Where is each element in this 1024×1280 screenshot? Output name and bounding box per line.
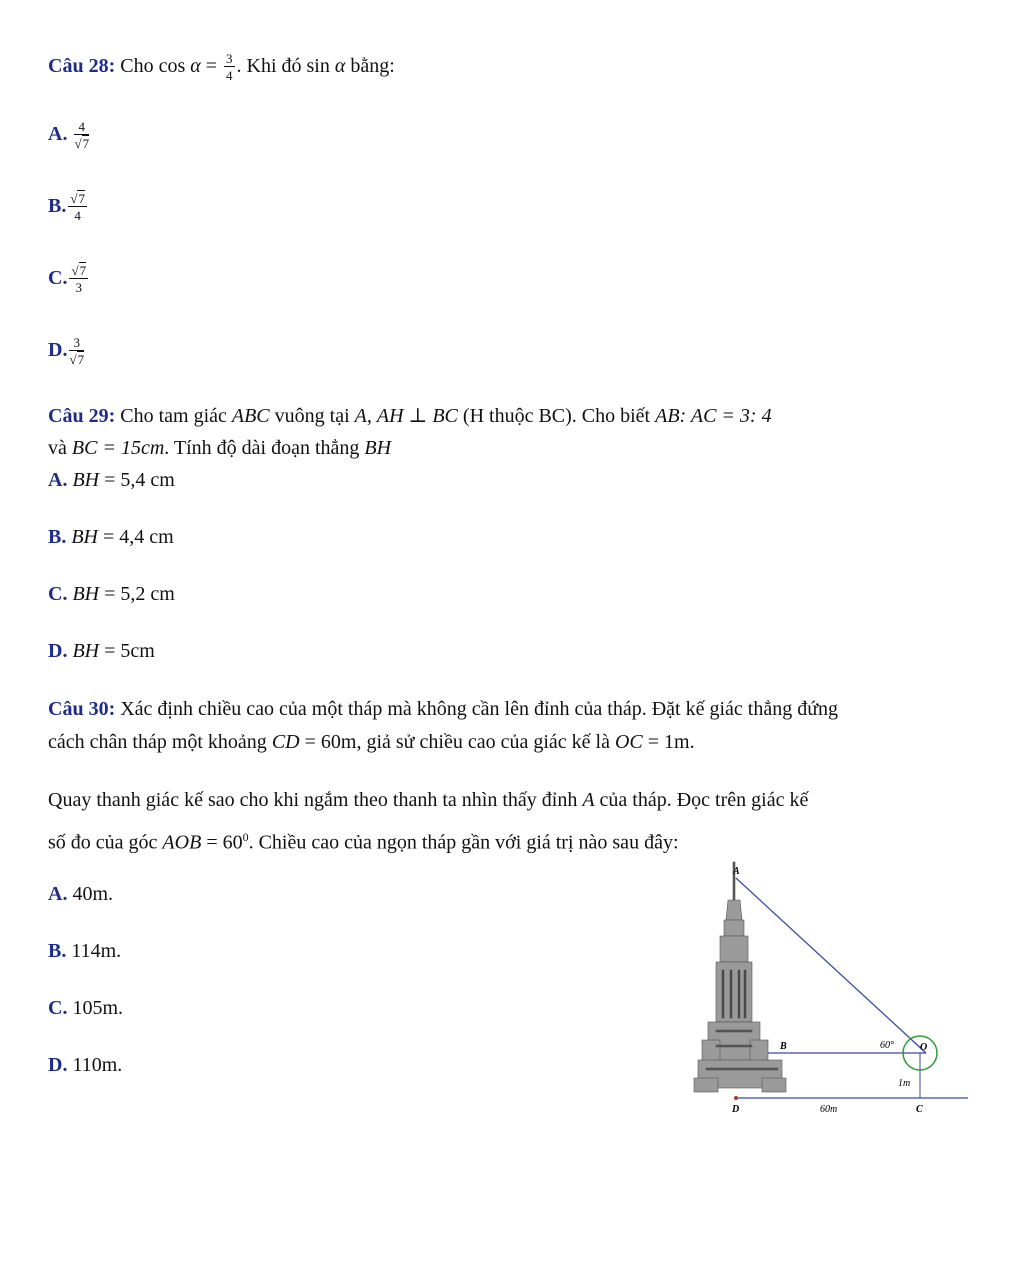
q29-text: và: [48, 437, 67, 459]
q29-option-a-label: A.: [48, 469, 68, 491]
sqrt-symbol: √: [71, 263, 79, 279]
q28-text-end: bằng:: [350, 55, 395, 77]
q30-option-b[interactable]: [48, 937, 121, 965]
q30-aob: AOB: [162, 831, 202, 854]
q28-option-a-num: 4: [74, 120, 89, 135]
q29-option-a-value: = 5,4 cm: [99, 469, 175, 491]
q28-label: Câu 28:: [48, 55, 116, 77]
q30-stem-line4: [48, 823, 679, 857]
q30-text: Quay thanh giác kế sao cho khi ngắm theo thanh ta nhìn thấy đỉnh: [48, 789, 578, 811]
q28-alpha-2: α: [334, 55, 346, 77]
q29-option-b[interactable]: [48, 523, 174, 551]
q28-option-b-den: 4: [74, 208, 81, 224]
q30-option-a[interactable]: [48, 880, 113, 908]
q30-text: của tháp. Đọc trên giác kế: [599, 789, 809, 811]
point-d-dot: [734, 1096, 738, 1100]
q28-option-b[interactable]: [48, 192, 89, 222]
q28-option-c-num: [69, 264, 88, 279]
q29-option-d-label: D.: [48, 640, 68, 662]
q30-option-d-label: D.: [48, 1054, 68, 1076]
q28-alpha: α: [190, 55, 201, 77]
q29-option-c-label: C.: [48, 583, 68, 605]
line-ao: [736, 878, 926, 1053]
q28-option-a-fraction: [74, 120, 89, 150]
q28-option-b-label: B.: [48, 195, 67, 217]
q28-option-a-label: A.: [48, 123, 68, 145]
label-point-b: B: [780, 1041, 787, 1052]
q29-stem-line2: [48, 434, 391, 462]
q29-option-a-expr: BH: [72, 469, 100, 491]
q29-point-a: A: [354, 405, 367, 427]
q28-option-d[interactable]: [48, 336, 86, 366]
q30-label: Câu 30:: [48, 698, 116, 720]
q28-option-c-fraction: [69, 264, 88, 294]
q28-option-c[interactable]: [48, 264, 90, 294]
q28-eq: =: [205, 55, 218, 77]
q30-option-a-label: A.: [48, 883, 68, 905]
label-point-d: D: [732, 1104, 740, 1115]
sqrt-radicand: 7: [78, 191, 85, 207]
q30-text: cách chân tháp một khoảng: [48, 731, 267, 753]
q28-frac-num: 3: [226, 51, 233, 67]
q30-option-b-value: 114m.: [71, 940, 122, 962]
q30-text: số đo của góc: [48, 831, 158, 854]
q28-option-d-den: [69, 351, 84, 366]
q28-option-c-label: C.: [48, 267, 68, 289]
q29-option-b-label: B.: [48, 526, 67, 548]
q28-frac-den: 4: [226, 68, 233, 84]
q28-option-a[interactable]: [48, 120, 91, 150]
q30-point-a: A: [582, 789, 595, 811]
sqrt-symbol: √: [70, 191, 78, 207]
sqrt-radicand: 7: [77, 352, 85, 368]
q30-text: .: [689, 731, 695, 753]
q28-text-post: . Khi đó sin: [236, 55, 330, 77]
q30-oc-value: = 1m: [642, 731, 690, 753]
q30-option-d[interactable]: [48, 1051, 122, 1079]
q30-text: Xác định chiều cao của một tháp mà không cần lên đỉnh của tháp. Đặt kế giác thẳng đứng: [120, 698, 839, 720]
q28-option-d-label: D.: [48, 339, 68, 361]
q30-degree: 0: [242, 830, 249, 844]
q30-stem-line2: [48, 728, 695, 756]
q28-option-b-num: [68, 192, 87, 207]
q28-fraction: [224, 52, 235, 82]
q30-option-a-value: 40m.: [72, 883, 114, 905]
sqrt-symbol: √: [74, 136, 82, 152]
q29-label: Câu 29:: [48, 405, 116, 427]
label-angle: 60°: [880, 1040, 894, 1051]
tower-illustration: [694, 862, 786, 1092]
q29-text: Cho tam giác: [120, 405, 227, 427]
label-point-o: O: [920, 1042, 928, 1053]
q29-option-d-value: = 5cm: [99, 640, 155, 662]
q29-option-c-value: = 5,2 cm: [99, 583, 175, 605]
label-distance: 60m: [820, 1104, 838, 1115]
q29-bc: BC = 15cm: [71, 437, 165, 459]
q29-option-c-expr: BH: [72, 583, 100, 605]
sqrt-symbol: √: [69, 352, 77, 368]
q28-option-a-den: [74, 135, 89, 150]
q30-option-b-label: B.: [48, 940, 67, 962]
q29-option-d[interactable]: [48, 637, 155, 665]
q29-abc: ABC: [231, 405, 270, 427]
q30-option-c-value: 105m.: [72, 997, 124, 1019]
q29-option-b-expr: BH: [71, 526, 99, 548]
q30-option-d-value: 110m.: [72, 1054, 123, 1076]
sqrt-radicand: 7: [82, 136, 90, 152]
q29-option-c[interactable]: [48, 580, 175, 608]
q30-text: , giả sử chiều cao của giác kế là: [356, 731, 610, 753]
q29-option-d-expr: BH: [72, 640, 100, 662]
q28-option-d-fraction: [69, 336, 84, 366]
q28-option-d-num: 3: [69, 336, 84, 351]
q28-stem: [48, 52, 395, 82]
label-height: 1m: [898, 1078, 911, 1089]
q29-stem-line1: Câu 29: Cho tam giác ABC vuông tại A, AH ⊥ BC (H thuộc BC). Cho biết AB: AC = 3: 4: [48, 405, 772, 427]
q28-option-c-den: 3: [75, 280, 83, 296]
sqrt-radicand: 7: [79, 263, 87, 279]
tower-figure: [680, 860, 980, 1130]
label-point-a: A: [733, 866, 740, 877]
q28-option-b-fraction: [68, 192, 87, 222]
q30-stem-line3: [48, 786, 808, 814]
q30-aob-value: = 60: [201, 831, 243, 854]
q29-option-a[interactable]: [48, 466, 175, 494]
q30-text: . Chiều cao của ngọn tháp gần với giá trị nào sau đây:: [248, 831, 679, 854]
q29-text: (H thuộc BC). Cho biết: [462, 405, 651, 427]
q30-option-c-label: C.: [48, 997, 68, 1019]
q29-text: . Tính độ dài đoạn thẳng: [164, 437, 360, 459]
q29-bh: BH: [364, 437, 392, 459]
q28-text-pre: Cho cos: [120, 55, 186, 77]
label-point-c: C: [916, 1104, 923, 1115]
q30-cd: CD: [271, 731, 300, 753]
q30-option-c[interactable]: [48, 994, 123, 1022]
q30-oc: OC: [614, 731, 643, 753]
q29-ratio: AB: AC = 3: 4: [655, 405, 772, 427]
q29-text: vuông tại: [274, 405, 350, 427]
q29-option-b-value: = 4,4 cm: [98, 526, 174, 548]
q29-ah: AH ⊥ BC: [376, 405, 458, 427]
q30-cd-value: = 60m: [299, 731, 357, 753]
q30-stem-line1: [48, 695, 838, 723]
